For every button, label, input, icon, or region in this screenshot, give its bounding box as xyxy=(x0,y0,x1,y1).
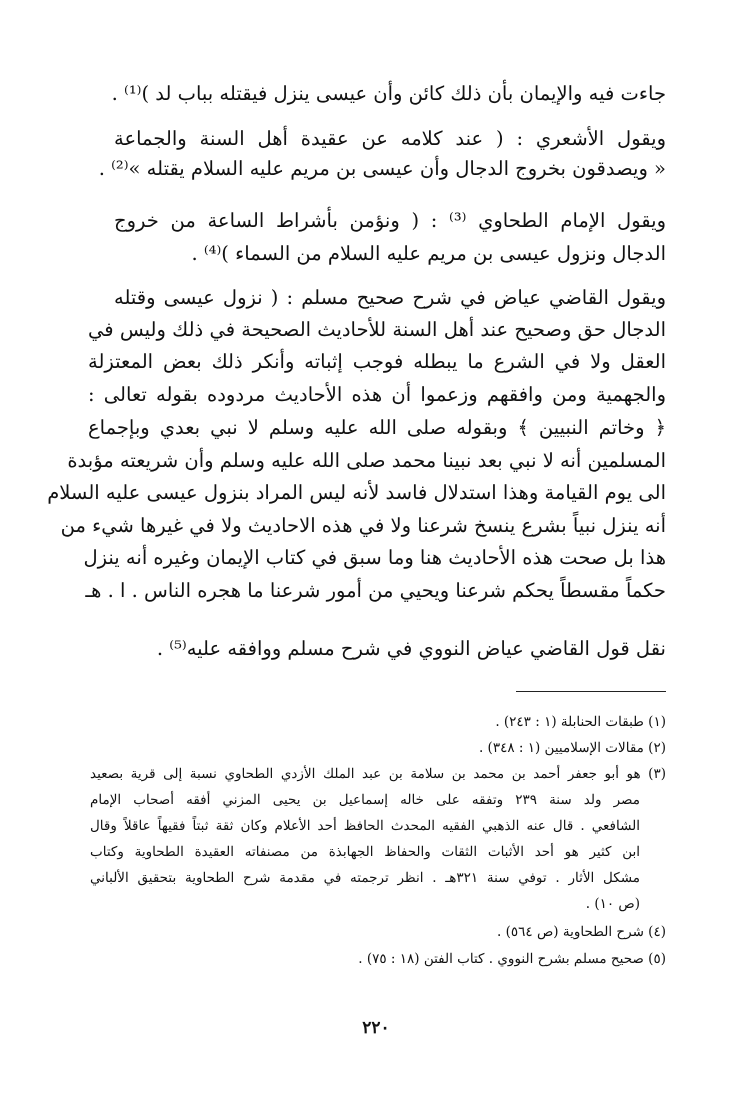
body-line: ويقول الأشعري : ( عند كلامه عن عقيدة أهل السنة والجماعة xyxy=(114,127,666,150)
footnote-3-continued: مشكل الأثار . توفي سنة ٣٢١هـ . انظر ترجمته في مقدمة شرح الطحاوية بتحقيق الألباني xyxy=(90,870,640,886)
body-line: نقل قول القاضي عياض النووي في شرح مسلم ووافقه عليه⁽⁵⁾ . xyxy=(156,637,666,660)
footnote-3-continued: ابن كثير هو أحد الأثبات الثقات والحفاظ الجهابذة من مصنفاته العقيدة الطحاوية وكتاب xyxy=(90,844,640,860)
body-line: ويقول الإمام الطحاوي ⁽³⁾ : ( ونؤمن بأشراط الساعة من خروج xyxy=(114,209,667,232)
footnote-3-continued: (ص ١٠) . xyxy=(585,896,640,912)
body-line: جاءت فيه والإيمان بأن ذلك كائن وأن عيسى ينزل فيقتله بباب لد )⁽¹⁾ . xyxy=(111,82,666,105)
body-line: الى يوم القيامة وهذا استدلال فاسد لأنه ليس المراد بنزول عيسى عليه السلام xyxy=(47,481,666,504)
body-line: العقل ولا في الشرع ما يبطله فوجب إثباته وأنكر ذلك بعض المعتزلة xyxy=(88,350,666,373)
footnote-2: (٢) مقالات الإسلاميين (١ : ٣٤٨) . xyxy=(478,740,666,756)
page-number: ٢٢٠ xyxy=(362,1018,390,1038)
body-line: المسلمين أنه لا نبي بعد نبينا محمد صلى الله عليه وسلم وأن شريعته مؤبدة xyxy=(67,449,666,472)
body-line: أنه ينزل نبياً بشرع ينسخ شرعنا ولا في هذه الاحاديث ولا في غيرها شيء من xyxy=(60,514,666,537)
footnote-4: (٤) شرح الطحاوية (ص ٥٦٤) . xyxy=(497,924,666,940)
body-line: والجهمية ومن وافقهم وزعموا أن هذه الأحاديث مردوده بقوله تعالى : xyxy=(88,383,666,406)
body-line: هذا بل صحت هذه الأحاديث هنا وما سبق في كتاب الإيمان وغيره أنه ينزل xyxy=(83,546,666,569)
quran-verse-line: ﴿ وخاتم النبيين ﴾ وبقوله صلى الله عليه وسلم لا نبي بعدي وبإجماع xyxy=(88,416,666,439)
footnote-3-continued: الشافعي . قال عنه الذهبي الفقيه المحدث الحافظ أحد الأعلام وكان ثقة ثبتاً فقيهاً عاقلاً وقال xyxy=(90,818,640,834)
body-line: الدجال حق وصحيح عند أهل السنة للأحاديث الصحيحة في ذلك وليس في xyxy=(88,318,666,341)
body-line: حكماً مقسطاً يحكم شرعنا ويحيي من أمور شرعنا ما هجره الناس . ا . هـ xyxy=(85,579,666,602)
footnote-1: (١) طبقات الحنابلة (١ : ٢٤٣) . xyxy=(495,714,666,730)
footnote-5: (٥) صحيح مسلم بشرح النووي . كتاب الفتن (١٨ : ٧٥) . xyxy=(358,951,666,967)
footnote-3-continued: مصر ولد سنة ٢٣٩ وتفقه على خاله إسماعيل بن يحيى المزني أفقه أصحاب الإمام xyxy=(90,792,640,808)
body-line: ويقول القاضي عياض في شرح صحيح مسلم : ( نزول عيسى وقتله xyxy=(114,286,666,309)
body-line: الدجال ونزول عيسى بن مريم عليه السلام من السماء )⁽⁴⁾ . xyxy=(191,242,666,265)
body-line: « ويصدقون بخروج الدجال وأن عيسى بن مريم عليه السلام يقتله »⁽²⁾ . xyxy=(98,157,666,180)
footnote-3: (٣) هو أبو جعفر أحمد بن محمد بن سلامة بن عبد الملك الأزدي الطحاوي نسبة إلى قرية بصعيد xyxy=(90,766,666,782)
footnote-separator xyxy=(516,691,666,692)
